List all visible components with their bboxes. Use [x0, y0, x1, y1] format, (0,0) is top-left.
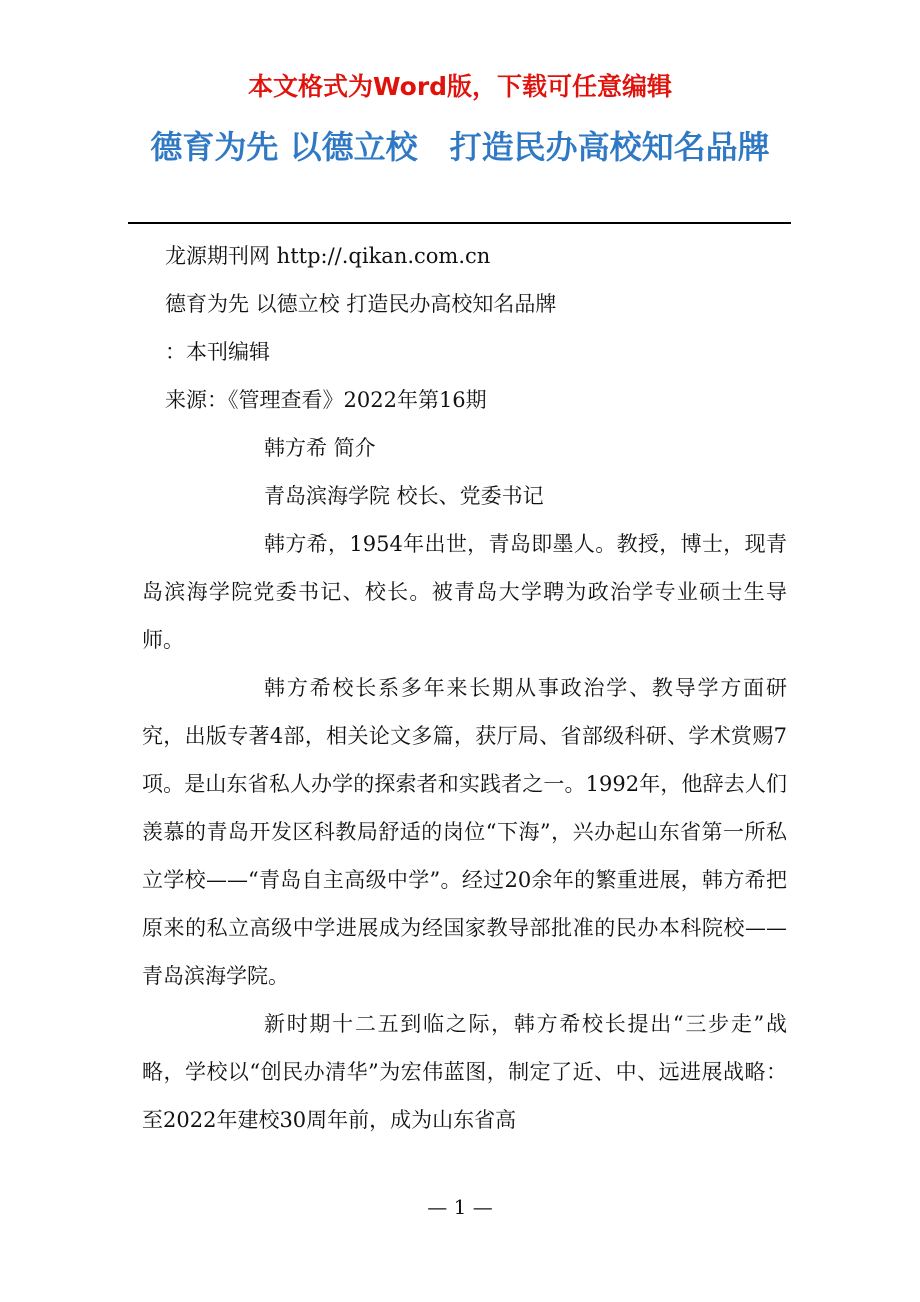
- source-site: 龙源期刊网 http://.qikan.com.cn: [165, 244, 491, 268]
- article-source: 来源：《管理查看》2022年第16期: [165, 388, 487, 412]
- title-divider: [128, 222, 791, 224]
- paragraph-biography: 韩方希，1954年出世，青岛即墨人。教授，博士，现青岛滨海学院党委书记、校长。被青岛大学聘为政治学专业硕士生导师。: [142, 532, 787, 652]
- profile-heading: 韩方希 简介: [264, 436, 376, 460]
- paragraph-career: 韩方希校长系多年来长期从事政治学、教导学方面研究，出版专著4部，相关论文多篇，获厅局、省部级科研、学术赏赐7项。是山东省私人办学的探索者和实践者之一。1992年，他辞去人们羡慕的青岛开发区科教局舒适的岗位“下海”，兴办起山东省第一所私立学校——“青岛自主高级中学”。经过20余年的繁重进展，韩方希把原来的私立高级中学进展成为经国家教导部批准的民办本科院校——青岛滨海学院。: [142, 676, 787, 988]
- article-subtitle: 德育为先 以德立校 打造民办高校知名品牌: [165, 292, 557, 316]
- article-title: 德育为先 以德立校 打造民办高校知名品牌: [150, 128, 770, 166]
- profile-position: 青岛滨海学院 校长、党委书记: [264, 484, 544, 508]
- paragraph-strategy: 新时期十二五到临之际，韩方希校长提出“三步走”战略，学校以“创民办清华”为宏伟蓝图，制定了近、中、远进展战略：至2022年建校30周年前，成为山东省高: [142, 1012, 787, 1132]
- download-notice-banner: 本文格式为Word版，下载可任意编辑: [247, 72, 673, 101]
- article-body: [142, 232, 787, 1144]
- page-number: — 1 —: [427, 1195, 493, 1219]
- article-author: ：本刊编辑: [165, 340, 270, 364]
